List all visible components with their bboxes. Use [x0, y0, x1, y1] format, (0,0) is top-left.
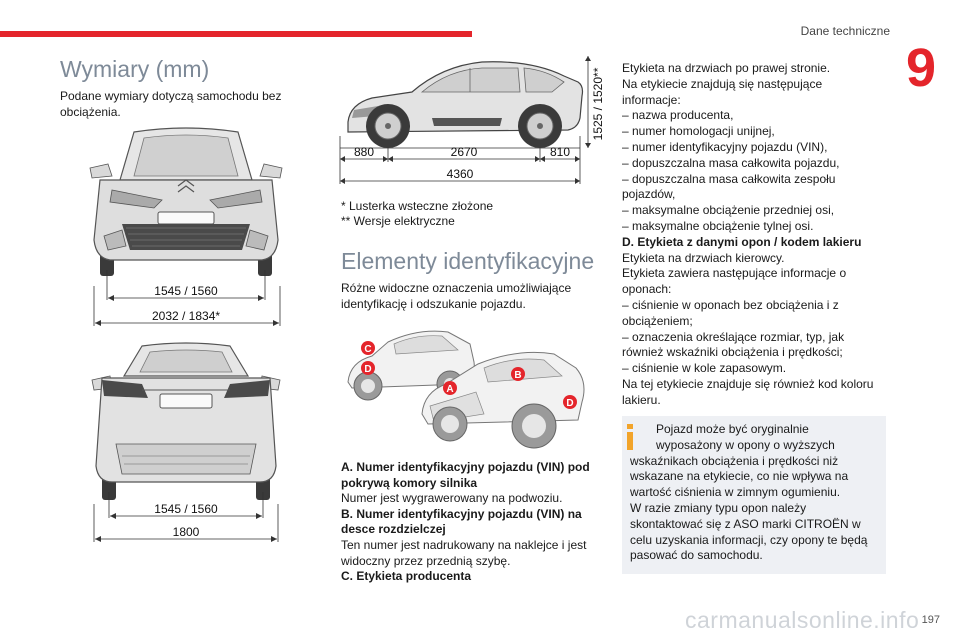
car-front-view-diagram [82, 120, 292, 330]
chapter-number: 9 [905, 38, 937, 98]
label-details-text: Etykieta na drzwiach po prawej stronie. Na etykiecie znajdują się następujące informacje: – nazwa producenta, – numer homologacji unijnej, – numer identyfikacyjny pojazdu (VIN), – dopuszczalna masa całkowita pojazdu, – dopuszczalna masa całkowita zespołu pojazdów, – maksymalne obciążenie przedniej osi, – maksymalne obciążenie tylnej osi. D. Etykieta z danymi opon / kodem lakieru Etykieta na drzwiach kierowcy. Etykieta zawiera następujące informacje o oponach: – ciśnienie w oponach bez obciążenia i z obciążeniem; – oznaczenia określające rozmiar, typ, jak również wskaźniki obciążenia i prędkości; – ciśnienie w kole zapasowym. Na tej etykiecie znajduje się również kod koloru lakieru. [622, 61, 887, 409]
rear-overhang-label: 810 [549, 145, 571, 159]
header-red-bar [0, 31, 472, 37]
watermark: carmanualsonline.info [685, 607, 920, 633]
identification-items: A. Numer identyfikacyjny pojazdu (VIN) pod pokrywą komory silnika Numer jest wygrawerowany na podwoziu. B. Numer identyfikacyjny pojazdu (VIN) na desce rozdzielczej Ten numer jest nadrukowany na naklejce i jest widoczny przez przednią szybę. C. Etykieta producenta [341, 460, 590, 584]
dimensions-title: Wymiary (mm) [60, 56, 210, 82]
marker-d-left: D [364, 364, 372, 375]
car-side-view-diagram [332, 52, 614, 190]
front-width-label: 2032 / 1834* [151, 309, 221, 323]
identification-locations-diagram [338, 322, 598, 454]
front-track-label: 1545 / 1560 [154, 284, 218, 298]
page-number: 197 [921, 614, 940, 626]
rear-track-label: 1545 / 1560 [154, 502, 218, 516]
length-label: 4360 [446, 167, 474, 181]
wheelbase-label: 2670 [450, 145, 478, 159]
car-rear-view-diagram [82, 340, 292, 546]
marker-c: C [364, 344, 372, 355]
marker-d-right: D [566, 398, 574, 409]
front-overhang-label: 880 [353, 145, 375, 159]
dimensions-intro: Podane wymiary dotyczą samochodu bez obciążenia. [60, 89, 282, 119]
height-label: 1525 / 1520** [591, 67, 605, 141]
section-title: Dane techniczne [800, 24, 890, 38]
identification-intro: Różne widoczne oznaczenia umożliwiające identyfikację i odszukanie pojazdu. [341, 281, 572, 311]
info-box: Pojazd może być oryginalnie wyposażony w opony o wyższych wskaźnikach obciążenia i prędkości niż wskazane na etykiecie, co nie wpływa na wartość ciśnienia w zimnym ogumieniu. W razie zmiany typu opon należy skontaktować się z ASO marki CITROËN w celu uzyskania informacji, czy opony te będą pasować do samochodu. [622, 416, 886, 574]
footnotes: * Lusterka wsteczne złożone ** Wersje elektryczne [341, 199, 494, 229]
marker-a: A [446, 384, 454, 395]
rear-width-label: 1800 [172, 525, 200, 539]
identification-title: Elementy identyfikacyjne [341, 248, 595, 274]
tyre-label-title: D. Etykieta z danymi opon / kodem lakieru [622, 234, 862, 249]
marker-b: B [514, 370, 522, 381]
